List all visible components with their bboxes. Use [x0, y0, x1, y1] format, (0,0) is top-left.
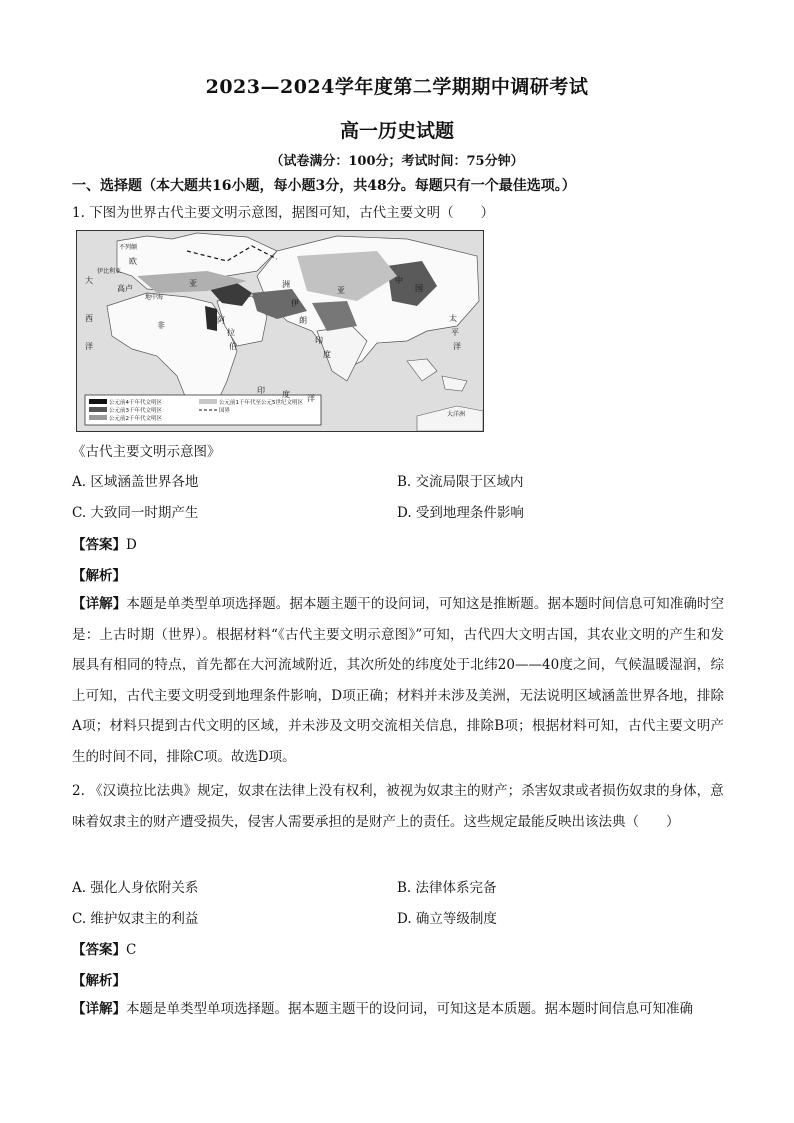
q1-analysis-tag	[72, 564, 126, 584]
exam-title: 2023—2024学年度第二学期期中调研考试	[205, 76, 589, 98]
map-place-label: 非	[157, 321, 165, 330]
q2-answer	[72, 938, 136, 958]
section-heading: 一、选择题（本大题共16小题，每小题3分，共48分。每题只有一个最佳选项。）	[72, 178, 576, 194]
detail-tag: 【详解】	[72, 1001, 126, 1017]
answer-tag: 【答案】	[72, 537, 126, 553]
map-place-label: 高卢	[117, 284, 133, 293]
map-place-label: 阿	[217, 316, 225, 325]
map-place-label: 大洋洲	[447, 411, 466, 418]
map-place-label: 欧	[129, 257, 137, 266]
map-place-label: 伊	[291, 299, 299, 308]
q1-option-b: B. 交流局限于区域内	[397, 474, 524, 490]
answer-value: C	[126, 942, 137, 958]
detail-text: 本题是单类型单项选择题。据本题主题干的设问词，可知这是推断题。据本题时间信息可知准确时空是：上古时期（世界）。根据材料“《古代主要文明示意图》”可知，古代四大文明古国，其农业文明的产生和发展具有相同的特点，首先都在大河流域附近，其次所处的纬度处于北纬20——40度之间，气候温暖湿润，综上可知，古代主要文明受到地理条件影响，D项正确；材料并未涉及美洲，无法说明区域涵盖世界各地，排除A项；材料只提到古代文明的区域，并未涉及文明交流相关信息，排除B项；根据材料可知，古代主要文明产生的时间不同，排除C项。故选D项。	[72, 596, 725, 765]
q2-option-d: D. 确立等级制度	[397, 911, 497, 927]
detail-text: 本题是单类型单项选择题。据本题主题干的设问词，可知这是本质题。据本题时间信息可知准确	[126, 1001, 693, 1017]
map-caption: 《古代主要文明示意图》	[72, 444, 221, 460]
q1-answer	[72, 533, 137, 553]
map-place-label: 太	[449, 314, 457, 323]
ancient-civilization-map	[76, 230, 484, 432]
map-place-label: 地中海	[145, 294, 164, 301]
map-place-label: 亚	[337, 286, 345, 295]
q2-detail	[72, 994, 724, 1025]
map-place-label: 西	[85, 314, 93, 323]
map-legend-label: 公元前1千年代至公元5世纪文明区	[219, 400, 303, 406]
analysis-tag: 【解析】	[72, 568, 126, 584]
map-place-label: 印	[257, 386, 265, 395]
answer-value: D	[126, 537, 137, 553]
q1-option-c: C. 大致同一时期产生	[72, 505, 199, 521]
map-place-label: 洋	[307, 394, 315, 403]
map-place-label: 拉	[227, 328, 235, 337]
exam-subject-title: 高一历史试题	[339, 120, 454, 142]
exam-info: （试卷满分：100分；考试时间：75分钟）	[270, 154, 524, 169]
map-place-label: 洋	[85, 342, 93, 351]
map-place-label: 亚	[189, 279, 197, 288]
question-2-stem: 2. 《汉谟拉比法典》规定，奴隶在法律上没有权利，被视为奴隶主的财产；杀害奴隶或者损伤奴隶的身体，意味着奴隶主的财产遭受损失，侵害人需要承担的是财产上的责任。这些规定最能反映出该法典（ ）	[72, 783, 724, 830]
analysis-tag: 【解析】	[72, 973, 126, 989]
map-place-label: 不列颠	[119, 244, 138, 251]
map-place-label: 伯	[229, 342, 237, 351]
detail-tag: 【详解】	[72, 596, 127, 612]
q2-option-a: A. 强化人身依附关系	[72, 880, 199, 896]
map-legend-label: 公元前3千年代文明区	[109, 408, 162, 414]
answer-tag: 【答案】	[72, 942, 126, 958]
map-place-label: 朗	[299, 316, 307, 325]
q2-option-c: C. 维护奴隶主的利益	[72, 911, 199, 927]
map-place-label: 度	[323, 350, 331, 359]
q1-option-d: D. 受到地理条件影响	[397, 505, 524, 521]
map-place-label: 大	[85, 276, 93, 285]
map-legend-label: 公元前4千年代文明区	[109, 400, 162, 406]
map-place-label: 洋	[453, 342, 461, 351]
map-place-label: 印	[315, 336, 323, 345]
map-place-label: 洲	[282, 280, 290, 289]
map-legend-label: 公元前2千年代文明区	[109, 416, 162, 422]
map-legend-label: 国界	[219, 408, 231, 414]
map-place-label: 度	[282, 390, 290, 399]
map-place-label: 中	[395, 276, 403, 285]
map-place-label: 平	[451, 328, 459, 337]
question-1-stem: 1. 下图为世界古代主要文明示意图，据图可知，古代主要文明（ ）	[72, 205, 495, 221]
q2-option-b: B. 法律体系完备	[397, 880, 497, 896]
q2-analysis-tag	[72, 969, 126, 989]
map-place-label: 国	[415, 284, 423, 293]
q1-detail	[72, 589, 724, 772]
q1-option-a: A. 区域涵盖世界各地	[72, 474, 199, 490]
map-place-label: 伊比利亚	[97, 268, 122, 275]
map-graphic	[77, 231, 483, 431]
